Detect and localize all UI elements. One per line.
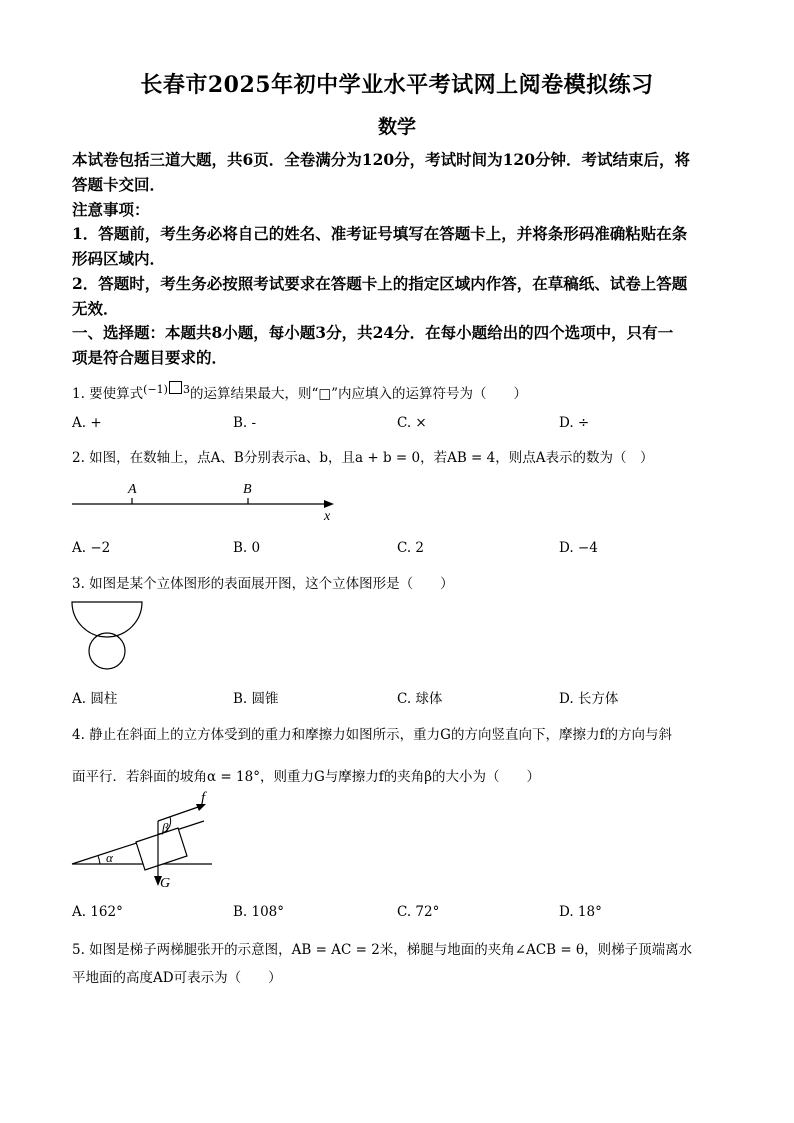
sector-shape <box>72 602 142 637</box>
question-4-line-2: 面平行．若斜面的坡角α = 18°，则重力G与摩擦力f的夹角β的大小为（ ） <box>72 769 541 785</box>
q3-option-b: B. 圆锥 <box>233 691 279 707</box>
label-alpha: α <box>106 850 113 865</box>
q2-option-b: B. 0 <box>233 540 261 556</box>
q3-option-d: D. 长方体 <box>559 691 619 707</box>
number-line-figure <box>66 478 346 522</box>
question-5-line-1: 5. 如图是梯子两梯腿张开的示意图，AB = AC = 2米，梯腿与地面的夹角∠ACB = θ，则梯子顶端离水 <box>72 942 693 958</box>
label-beta: β <box>162 820 169 835</box>
alpha-arc <box>98 856 100 864</box>
notice-1-line-1: 1．答题前，考生务必将自己的姓名、准考证号填写在答题卡上，并将条形码准确粘贴在条 <box>72 224 688 243</box>
question-5-line-2: 平地面的高度AD可表示为（ ） <box>72 970 282 986</box>
intro-line-2: 答题卡交回． <box>72 175 166 194</box>
arrow-right-icon <box>324 500 334 508</box>
q1-option-b: B. - <box>233 415 257 431</box>
q4-option-a: A. 162° <box>72 904 123 920</box>
intro-line-1: 本试卷包括三道大题，共6页．全卷满分为120分，考试时间为120分钟．考试结束后，将 <box>72 150 690 169</box>
point-a-label: A <box>128 482 137 497</box>
section-1-heading-line-2: 项是符合题目要求的． <box>72 348 228 367</box>
notice-2-line-2: 无效． <box>72 299 119 318</box>
label-f: f <box>201 790 206 806</box>
q2-option-a: A. −2 <box>72 540 111 556</box>
q1-prefix: 1. 要使算式 <box>72 386 144 402</box>
q4-option-d: D. 18° <box>559 904 602 920</box>
axis-x-label: x <box>324 509 331 524</box>
blank-box-icon <box>169 381 182 394</box>
point-b-label: B <box>243 482 252 497</box>
q1-option-a: A. + <box>72 415 102 431</box>
q1-expr-base: (−1) <box>143 383 168 396</box>
base-circle-shape <box>89 633 125 669</box>
notice-1-line-2: 形码区域内． <box>72 249 166 268</box>
friction-vector <box>158 806 201 821</box>
q3-option-a: A. 圆柱 <box>72 691 118 707</box>
q1-suffix: 的运算结果最大，则“□”内应填入的运算符号为（ ） <box>189 386 528 402</box>
question-4-line-1: 4. 静止在斜面上的立方体受到的重力和摩擦力如图所示，重力G的方向竖直向下，摩擦力f的方向与斜 <box>72 727 672 743</box>
q3-option-c: C. 球体 <box>397 691 443 707</box>
q1-option-d: D. ÷ <box>559 415 590 431</box>
q2-option-d: D. −4 <box>559 540 598 556</box>
page-title: 长春市2025年初中学业水平考试网上阅卷模拟练习 <box>140 72 654 98</box>
question-3: 3. 如图是某个立体图形的表面展开图，这个立体图形是（ ） <box>72 576 454 592</box>
notice-2-line-1: 2．答题时，考生务必按照考试要求在答题卡上的指定区域内作答，在草稿纸、试卷上答题 <box>72 274 688 293</box>
q1-option-c: C. × <box>397 415 427 431</box>
notice-heading: 注意事项： <box>72 200 150 219</box>
question-1 <box>72 381 527 402</box>
q4-option-b: B. 108° <box>233 904 285 920</box>
incline-figure <box>68 790 218 894</box>
q2-option-c: C. 2 <box>397 540 425 556</box>
net-figure <box>70 598 146 672</box>
q4-option-c: C. 72° <box>397 904 440 920</box>
question-2: 2. 如图，在数轴上，点A、B分别表示a、b，且a + b = 0，若AB = 4，则点A表示的数为（ ） <box>72 450 654 466</box>
q1-expr-exp: 3 <box>182 383 190 396</box>
label-g: G <box>160 876 171 891</box>
section-1-heading-line-1: 一、选择题：本题共8小题，每小题3分，共24分．在每小题给出的四个选项中，只有一 <box>72 323 674 342</box>
subject-title: 数学 <box>377 116 416 138</box>
